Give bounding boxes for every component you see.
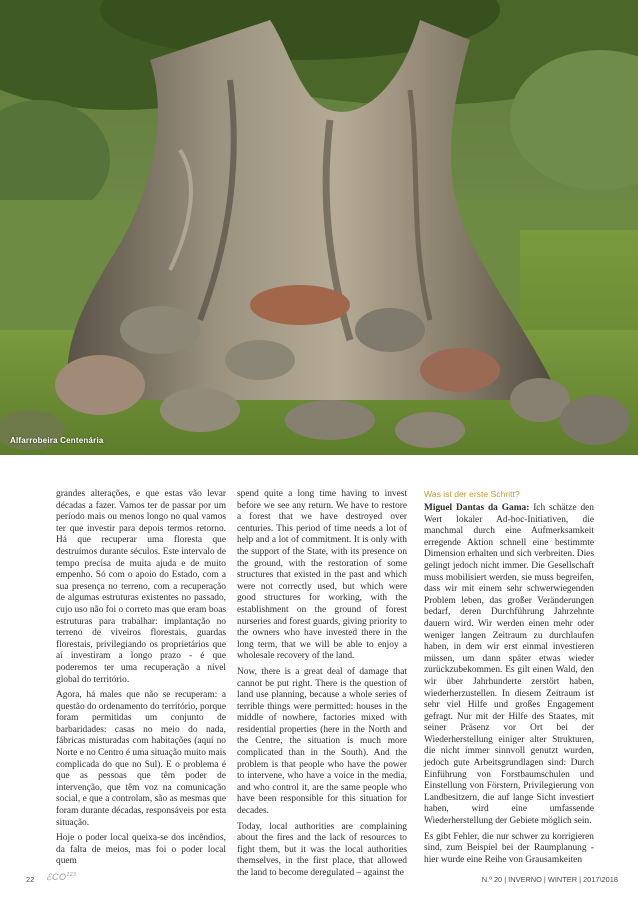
column-german bbox=[424, 489, 594, 870]
page-footer bbox=[0, 872, 638, 888]
paragraph: spend quite a long time having to invest before we see any return. We have to restore a forest that we have destroyed over centuries. This period of time needs a lot of help and a lot of commitment. It is only with the support of the State, with its presence on the ground, with the restoration of some structures that existed in the past and which were not correctly used, but which were good structures for working, with the establishment on the ground of forest nurseries and forest guards, giving priority to the owners who have invested there in the long term, that we will be able to enjoy a wholesale recovery of the land. bbox=[237, 489, 407, 662]
paragraph: Today, local authorities are complaining about the fires and the lack of resources to fight them, but it was the local authorities themselves, in the first place, that allowed the land to become deregulated – against the bbox=[237, 821, 407, 878]
paragraph: Now, there is a great deal of damage that cannot be put right. There is the question of land use planning, because a whole series of terrible things were permitted: houses in the middle of nowhere, factories mixed with residential properties (here in the North and the Centre, the situation is much more complicated than in the South). And the problem is that people who have the power to intervene, who have a voice in the media, and who control it, are the same people who have been responsible for this situation for decades. bbox=[237, 666, 407, 817]
logo-text: ℰCO bbox=[46, 872, 67, 882]
issue-info: N.º 20 | INVERNO | WINTER | 2017\2018 bbox=[481, 875, 618, 884]
paragraph: Agora, há males que não se recuperam: a questão do ordenamento do território, porque foram permitidas um conjunto de barbaridades: casas no meio do nada, fábricas misturadas com habitações (aqui no Norte e no Centro é uma situação muito mais complicada do que no Sul). E o problema é que as pessoas que têm poder de intervenção, que têm voz na comunicação social, e que a controlam, são as mesmas que foram durante décadas, responsáveis por esta situação. bbox=[56, 690, 226, 828]
paragraph bbox=[424, 503, 594, 828]
photo-caption: Alfarrobeira Centenária bbox=[10, 436, 104, 445]
paragraph: Hoje o poder local queixa-se dos incêndios, da falta de meios, mas foi o poder local quem bbox=[56, 833, 226, 867]
paragraph: Es gibt Fehler, die nur schwer zu korrigieren sind, zum Beispiel bei der Raumplanung - hier wurde eine Reihe von Grausamkeiten bbox=[424, 831, 594, 865]
speaker-name: Miguel Dantas da Gama: bbox=[424, 503, 530, 513]
column-english bbox=[237, 489, 407, 884]
interview-question: Was ist der erste Schritt? bbox=[424, 489, 520, 499]
answer-text: Ich schätze den Wert lokaler Ad-hoc-Initiativen, die manchmal durch eine Aufmerksamkeit erregende Aktion schnell eine bestimmte Dimension erhalten und sich verbreiten. Dies gelingt jedoch nicht immer. Die Gesellschaft muss mobilisiert werden, sie muss begreifen, dass wir mit einem sehr schwerwiegenden Problem leben, das großer Veränderungen bedarf, deren Durchführung Jahrzehnte dauern wird. Wir werden einen mehr oder weniger langen Zeitraum zu durchlaufen haben, in dem wir erst einmal investieren müssen, um dann später etwas wieder zurückzubekommen. Es gilt einen Wald, den wir über Jahrhunderte zerstört haben, wiederherzustellen. In diesem Zeitraum ist sehr viel Hilfe und großes Engagement gefragt. Nur mit der Hilfe des Staates, mit seiner Präsenz vor Ort bei der Wiederherstellung einiger alter Strukturen, die nicht immer sinnvoll genutzt wurden, jedoch gute Arbeitsgrundlagen sind: Durch Einführung von Forstbaumschulen und Einstellung von Förstern, Privilegierung von Landbesitzern, die auf lange Sicht investiert haben, wird eine umfassende Wiederherstellung der Gebiete möglich sein. bbox=[424, 503, 594, 827]
logo-superscript: 123 bbox=[66, 872, 77, 878]
magazine-logo bbox=[46, 872, 76, 883]
column-portuguese bbox=[56, 489, 226, 872]
page-number: 22 bbox=[26, 875, 35, 884]
paragraph: grandes alterações, e que estas vão levar décadas a fazer. Vamos ter de passar por um período mais ou menos longo no qual vamos ter que investir para depois termos retorno. Há que recuperar uma floresta que destruímos durante séculos. Este intervalo de tempo precisa de muita ajuda e de muito empenho. Só com o apoio do Estado, com a sua presença no terreno, com a recuperação de algumas estruturas existentes no passado, cujo uso não foi o correto mas que eram boas estruturas para trabalhar: implantação no terreno de viveiros florestais, guardas florestais, privilegiando os proprietários que aí investiram a longo prazo - é que poderemos ter uma recuperação a nível global do território. bbox=[56, 489, 226, 685]
